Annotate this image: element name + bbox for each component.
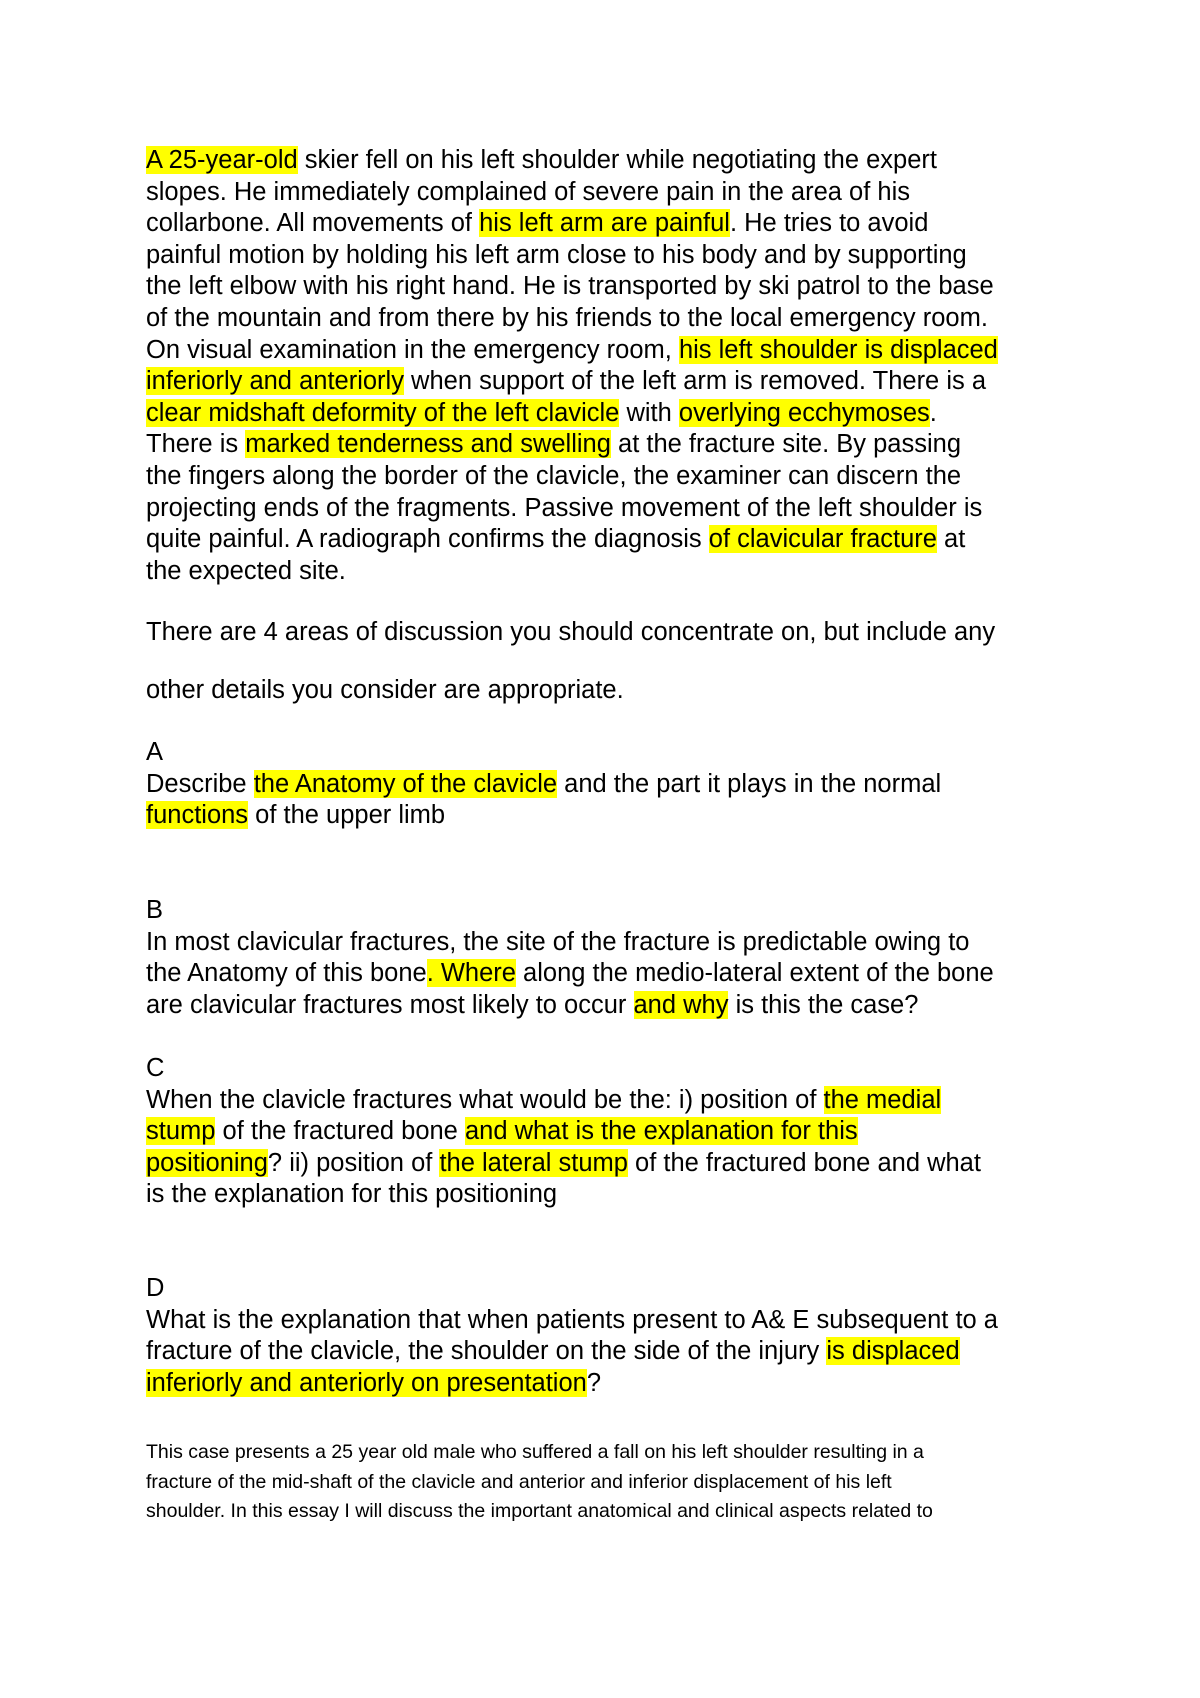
highlighted-text: inferiorly and anteriorly on presentation [146, 1368, 587, 1397]
text-line [146, 177, 1086, 209]
text-span: when support of the left arm is removed. There is a [403, 367, 987, 396]
highlighted-text: his left arm are painful [479, 209, 730, 238]
text-span: skier fell on his left shoulder while negotiating the expert [297, 146, 937, 174]
highlighted-text: and what is the explanation for this [464, 1117, 858, 1146]
text-line [146, 240, 1086, 272]
text-line [146, 769, 1086, 801]
text-line [146, 145, 1086, 177]
highlighted-text: his left shoulder is displaced [678, 335, 998, 364]
highlighted-text: . Where [426, 959, 516, 988]
text-span: collarbone. All movements of [146, 209, 480, 238]
instructions-text-1: There are 4 areas of discussion you should concentrate on, but include any [146, 618, 996, 646]
text-line [146, 335, 1086, 367]
text-line [146, 1336, 1086, 1368]
question-b [146, 895, 1086, 1021]
text-span: ? [586, 1368, 602, 1397]
text-line [146, 1305, 1086, 1337]
text-line [146, 1179, 1086, 1211]
text-line [146, 800, 1086, 832]
essay-line: fracture of the mid-shaft of the clavicle and anterior and inferior displacement of his left [146, 1470, 892, 1493]
text-span: along the medio-lateral extent of the bone [515, 959, 994, 988]
highlighted-text: inferiorly and anteriorly [146, 367, 404, 396]
text-span: quite painful. A radiograph confirms the diagnosis [146, 525, 709, 554]
text-span: the left elbow with his right hand. He is transported by ski patrol to the base [146, 272, 994, 301]
question-label: C [146, 1054, 165, 1082]
text-span: the fingers along the border of the clavicle, the examiner can discern the [146, 461, 962, 490]
question-a [146, 737, 1086, 832]
essay-line: shoulder. In this essay I will discuss the important anatomical and clinical aspects related to [146, 1500, 933, 1522]
text-span: of the upper limb [248, 801, 446, 830]
text-span: of the mountain and from there by his friends to the local emergency room. [146, 303, 988, 332]
highlighted-text: the Anatomy of the clavicle [253, 769, 558, 798]
text-line [146, 1116, 1086, 1148]
text-span: is the explanation for this positioning [146, 1180, 558, 1209]
text-span: In most clavicular fractures, the site of the fracture is predictable owing to [146, 927, 970, 956]
question-c [146, 1053, 1086, 1211]
text-line [146, 461, 1086, 493]
text-span: the expected site. [146, 556, 346, 585]
text-line [146, 1368, 1086, 1400]
highlighted-text: marked tenderness and swelling [245, 430, 611, 459]
essay-line: This case presents a 25 year old male who suffered a fall on his left shoulder resulting in a [146, 1441, 924, 1463]
text-line [146, 208, 1086, 240]
text-span: of the fractured bone and what [627, 1148, 981, 1177]
highlighted-text: clear midshaft deformity of the left clavicle [146, 398, 620, 427]
text-line [146, 1085, 1086, 1117]
text-line [146, 1148, 1086, 1180]
text-line [146, 398, 1086, 430]
text-line [146, 493, 1086, 525]
text-span: at [936, 525, 966, 554]
highlighted-text: positioning [146, 1148, 268, 1177]
instructions-text-2: other details you consider are appropriate. [146, 676, 624, 704]
text-span: ? ii) position of [267, 1148, 440, 1177]
text-line [146, 556, 1086, 588]
text-span: When the clavicle fractures what would be the: i) position of [146, 1085, 824, 1114]
text-span: . [929, 398, 937, 427]
question-label: A [146, 738, 164, 766]
text-span: painful motion by holding his left arm close to his body and by supporting [146, 240, 967, 269]
text-span: slopes. He immediately complained of severe pain in the area of his [146, 177, 910, 206]
text-span: at the fracture site. By passing [610, 430, 962, 459]
highlighted-text: is displaced [826, 1337, 960, 1366]
text-span: the Anatomy of this bone [146, 959, 427, 988]
text-span: projecting ends of the fragments. Passive movement of the left shoulder is [146, 493, 983, 522]
instructions-line-2 [146, 675, 1086, 707]
text-span: of the fractured bone [215, 1117, 465, 1146]
text-span: are clavicular fractures most likely to occur [146, 990, 634, 1019]
highlighted-text: stump [146, 1117, 216, 1146]
text-span: with [619, 398, 679, 427]
text-span: Describe [146, 769, 254, 798]
highlighted-text: and why [633, 990, 729, 1019]
text-span: is this the case? [728, 990, 919, 1019]
text-span: . He tries to avoid [729, 209, 929, 238]
highlighted-text: overlying ecchymoses [678, 398, 930, 427]
highlighted-text: the lateral stump [439, 1148, 628, 1177]
highlighted-text: A 25-year-old [146, 146, 298, 174]
text-line [146, 303, 1086, 335]
text-line [146, 429, 1086, 461]
instructions-line-1 [146, 617, 1086, 649]
text-line [146, 958, 1086, 990]
text-line [146, 927, 1086, 959]
case-description [146, 145, 1086, 587]
text-line [146, 990, 1086, 1022]
text-span: On visual examination in the emergency room, [146, 335, 679, 364]
highlighted-text: of clavicular fracture [708, 525, 937, 554]
question-label: B [146, 896, 164, 924]
highlighted-text: functions [146, 801, 249, 830]
essay-paragraph [146, 1438, 1086, 1527]
highlighted-text: the medial [823, 1085, 942, 1114]
text-line [146, 366, 1086, 398]
text-span: and the part it plays in the normal [557, 769, 942, 798]
question-d [146, 1273, 1086, 1399]
question-label: D [146, 1274, 165, 1302]
text-line [146, 271, 1086, 303]
text-span: What is the explanation that when patients present to A& E subsequent to a [146, 1305, 998, 1334]
text-line [146, 524, 1086, 556]
text-span: fracture of the clavicle, the shoulder on the side of the injury [146, 1337, 827, 1366]
text-span: There is [146, 430, 246, 459]
